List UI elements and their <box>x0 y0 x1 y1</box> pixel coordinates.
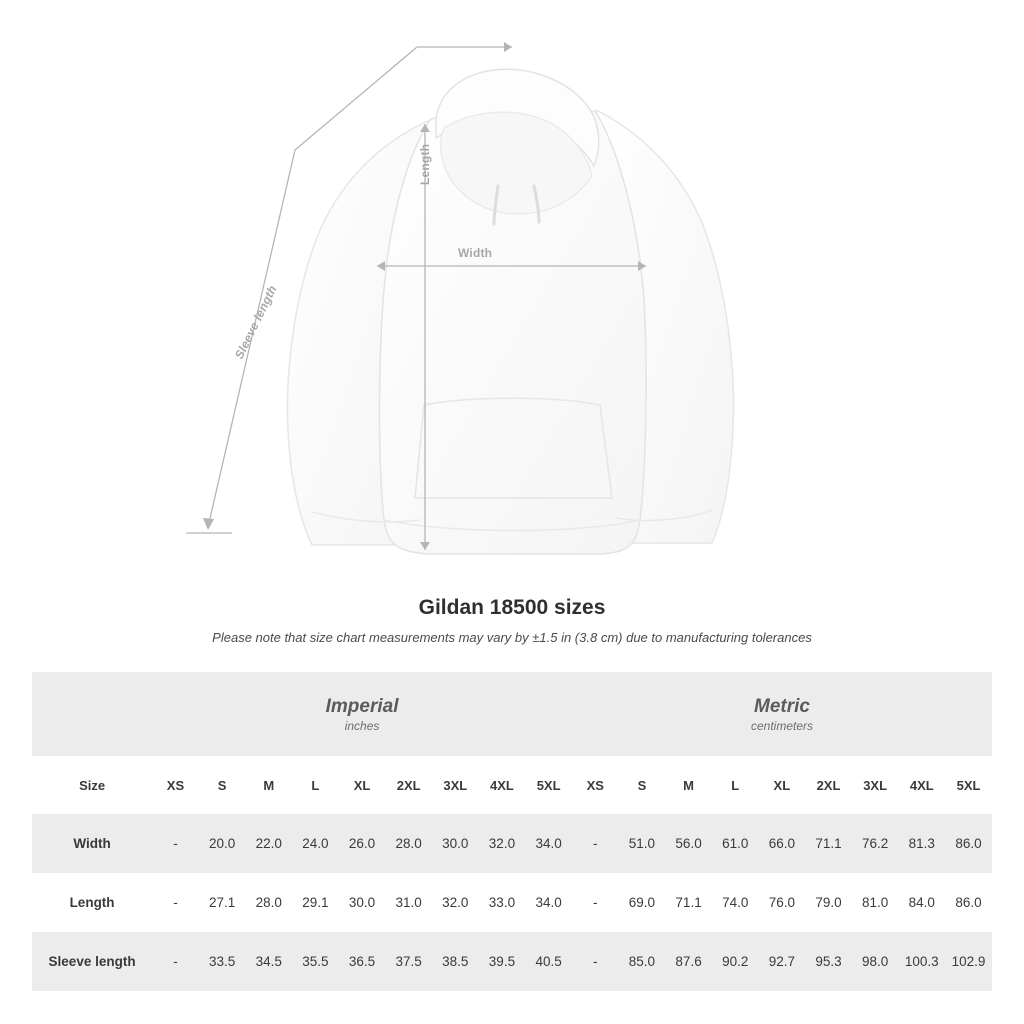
sleeve-imperial-xs: - <box>152 932 199 991</box>
sleeve-metric-s: 85.0 <box>619 932 666 991</box>
width-imperial-3xl: 30.0 <box>432 814 479 873</box>
length-imperial-l: 29.1 <box>292 873 339 932</box>
length-dimension-label: Length <box>418 143 432 185</box>
width-imperial-s: 20.0 <box>199 814 246 873</box>
length-metric-2xl: 79.0 <box>805 873 852 932</box>
length-metric-5xl: 86.0 <box>945 873 992 932</box>
size-header-label: Size <box>32 756 152 814</box>
width-imperial-m: 22.0 <box>245 814 292 873</box>
imperial-label: Imperial <box>325 696 399 718</box>
tolerance-note: Please note that size chart measurements may vary by ±1.5 in (3.8 cm) due to manufacturing tolerances <box>212 630 812 645</box>
header-imperial-5xl: 5XL <box>525 756 572 814</box>
length-imperial-m: 28.0 <box>245 873 292 932</box>
sleeve-metric-2xl: 95.3 <box>805 932 852 991</box>
header-imperial-4xl: 4XL <box>479 756 526 814</box>
table-row <box>32 873 992 932</box>
length-imperial-s: 27.1 <box>199 873 246 932</box>
width-metric-5xl: 86.0 <box>945 814 992 873</box>
sleeve-imperial-2xl: 37.5 <box>385 932 432 991</box>
header-imperial-s: S <box>199 756 246 814</box>
header-imperial-m: M <box>245 756 292 814</box>
header-metric-2xl: 2XL <box>805 756 852 814</box>
header-metric-4xl: 4XL <box>898 756 945 814</box>
length-metric-xl: 76.0 <box>759 873 806 932</box>
units-corner-cell <box>32 672 152 756</box>
sleeve-metric-xs: - <box>572 932 619 991</box>
width-imperial-xl: 26.0 <box>339 814 386 873</box>
width-imperial-2xl: 28.0 <box>385 814 432 873</box>
header-metric-s: S <box>619 756 666 814</box>
table-row <box>32 932 992 991</box>
length-imperial-xl: 30.0 <box>339 873 386 932</box>
width-metric-xl: 66.0 <box>759 814 806 873</box>
metric-sub-label: centimeters <box>750 718 813 733</box>
length-metric-l: 74.0 <box>712 873 759 932</box>
sleeve-metric-l: 90.2 <box>712 932 759 991</box>
imperial-sub-label: inches <box>344 718 380 733</box>
header-imperial-2xl: 2XL <box>385 756 432 814</box>
sleeve-length-dimension-label: Sleeve length <box>232 283 280 362</box>
sleeve-imperial-4xl: 39.5 <box>479 932 526 991</box>
length-metric-m: 71.1 <box>665 873 712 932</box>
width-imperial-xs: - <box>152 814 199 873</box>
row-label-length: Length <box>32 873 152 932</box>
sleeve-metric-m: 87.6 <box>665 932 712 991</box>
row-label-sleeve-length: Sleeve length <box>32 932 152 991</box>
width-metric-s: 51.0 <box>619 814 666 873</box>
width-metric-3xl: 76.2 <box>852 814 899 873</box>
header-metric-xl: XL <box>759 756 806 814</box>
header-imperial-3xl: 3XL <box>432 756 479 814</box>
length-metric-s: 69.0 <box>619 873 666 932</box>
header-metric-l: L <box>712 756 759 814</box>
header-metric-5xl: 5XL <box>945 756 992 814</box>
width-imperial-4xl: 32.0 <box>479 814 526 873</box>
length-imperial-4xl: 33.0 <box>479 873 526 932</box>
width-metric-xs: - <box>572 814 619 873</box>
metric-unit-cell <box>572 672 992 756</box>
metric-label: Metric <box>754 696 810 718</box>
length-metric-3xl: 81.0 <box>852 873 899 932</box>
width-imperial-l: 24.0 <box>292 814 339 873</box>
sleeve-metric-3xl: 98.0 <box>852 932 899 991</box>
units-header-row <box>32 672 992 756</box>
header-metric-3xl: 3XL <box>852 756 899 814</box>
width-metric-2xl: 71.1 <box>805 814 852 873</box>
imperial-unit-cell <box>152 672 572 756</box>
sleeve-imperial-l: 35.5 <box>292 932 339 991</box>
length-imperial-xs: - <box>152 873 199 932</box>
sleeve-imperial-5xl: 40.5 <box>525 932 572 991</box>
sleeve-imperial-m: 34.5 <box>245 932 292 991</box>
width-dimension-label: Width <box>458 246 493 260</box>
page-title: Gildan 18500 sizes <box>418 596 606 619</box>
length-metric-xs: - <box>572 873 619 932</box>
sleeve-metric-xl: 92.7 <box>759 932 806 991</box>
header-imperial-l: L <box>292 756 339 814</box>
sleeve-imperial-3xl: 38.5 <box>432 932 479 991</box>
header-imperial-xs: XS <box>152 756 199 814</box>
length-imperial-2xl: 31.0 <box>385 873 432 932</box>
row-label-width: Width <box>32 814 152 873</box>
sleeve-imperial-s: 33.5 <box>199 932 246 991</box>
width-imperial-5xl: 34.0 <box>525 814 572 873</box>
width-metric-l: 61.0 <box>712 814 759 873</box>
length-metric-4xl: 84.0 <box>898 873 945 932</box>
header-imperial-xl: XL <box>339 756 386 814</box>
size-header-row <box>32 756 992 814</box>
sleeve-metric-5xl: 102.9 <box>945 932 992 991</box>
width-metric-m: 56.0 <box>665 814 712 873</box>
length-imperial-3xl: 32.0 <box>432 873 479 932</box>
length-imperial-5xl: 34.0 <box>525 873 572 932</box>
table-row <box>32 814 992 873</box>
width-metric-4xl: 81.3 <box>898 814 945 873</box>
header-metric-m: M <box>665 756 712 814</box>
size-table-wrapper <box>32 672 992 991</box>
header-metric-xs: XS <box>572 756 619 814</box>
sleeve-imperial-xl: 36.5 <box>339 932 386 991</box>
size-chart-table <box>32 672 992 991</box>
sleeve-metric-4xl: 100.3 <box>898 932 945 991</box>
title-block <box>0 596 1024 645</box>
